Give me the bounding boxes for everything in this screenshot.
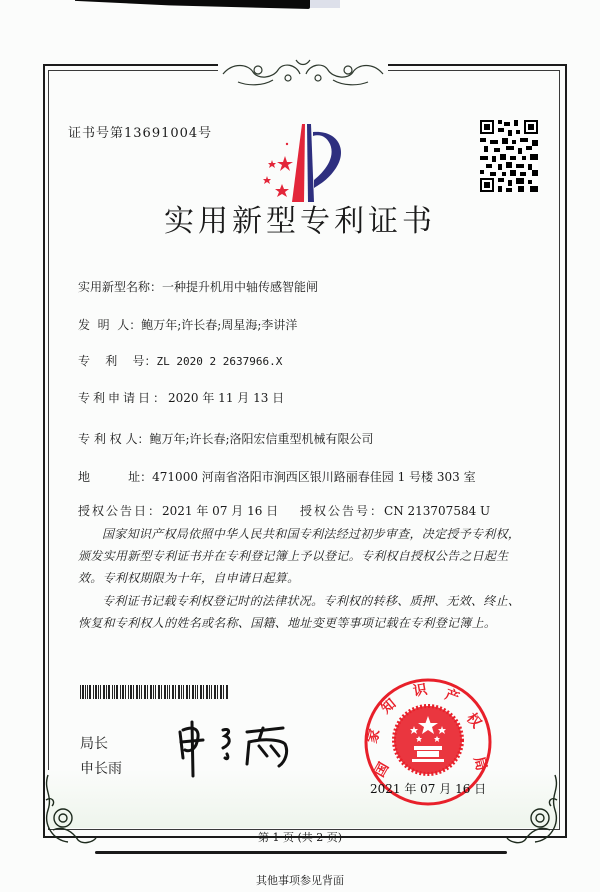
field-label: 专 利 号： <box>78 354 157 368</box>
field-value: 2021 年 07 月 16 日 <box>162 504 279 518</box>
director-title: 局长 <box>80 736 108 752</box>
field-value: 一种提升机用中轴传感智能闸 <box>162 280 319 294</box>
certificate-number: 证书号第13691004号 <box>68 126 213 141</box>
field-application-date <box>78 389 284 406</box>
svg-text:知: 知 <box>378 695 400 718</box>
svg-text:国: 国 <box>371 759 393 780</box>
grant-statement: 国家知识产权局依照中华人民共和国专利法经过初步审查，决定授予专利权，颁发实用新型专利证书并在专利登记簿上予以登记。专利权自授权公告之日起生效。专利权期限为十年，自申请日起算。 <box>78 527 521 585</box>
field-value: 鲍万年;许长春;周星海;李讲洋 <box>141 318 298 332</box>
field-utility-model-name <box>78 278 318 295</box>
field-label: 专利申请日： <box>78 391 169 405</box>
director-name: 申长雨 <box>80 761 122 777</box>
field-grant-number <box>300 502 490 519</box>
field-value: ZL 2020 2 2637966.X <box>156 355 283 368</box>
svg-text:产: 产 <box>442 686 462 707</box>
field-label: 发 明 人： <box>78 318 142 332</box>
footer-note: 其他事项参见背面 <box>256 874 344 887</box>
field-value: 鲍万年;许长春;洛阳宏信重型机械有限公司 <box>149 432 374 446</box>
seal-date: 2021 年 07 月 16 日 <box>370 782 487 796</box>
field-label: 授权公告号： <box>300 504 385 518</box>
svg-text:家: 家 <box>364 727 384 746</box>
field-label: 实用新型名称： <box>78 280 163 294</box>
field-label: 地 址： <box>78 470 153 484</box>
field-inventors <box>78 316 297 333</box>
qr-code-icon <box>480 120 538 192</box>
field-label: 专 利 权 人： <box>78 432 150 446</box>
field-value: 2020 年 11 月 13 日 <box>168 391 285 405</box>
field-address <box>78 468 476 485</box>
cnipa-logo-icon <box>258 122 348 207</box>
field-grant-date <box>78 502 278 519</box>
field-value: CN 213707584 U <box>384 504 491 518</box>
signature-icon <box>175 718 305 778</box>
svg-text:局: 局 <box>470 754 490 773</box>
top-ornament-icon <box>218 52 388 92</box>
bottom-rule <box>95 851 507 854</box>
certificate-title: 实用新型专利证书 <box>164 204 436 239</box>
field-label: 授权公告日： <box>78 504 163 518</box>
legal-status-statement: 专利证书记载专利权登记时的法律状况。专利权的转移、质押、无效、终止、恢复和专利权人的姓名或名称、国籍、地址变更等事项记载在专利登记簿上。 <box>78 594 521 630</box>
svg-text:权: 权 <box>462 710 485 732</box>
scan-edge-shadow <box>75 0 310 9</box>
page-indicator: 第 1 页 (共 2 页) <box>257 831 343 844</box>
barcode-icon <box>80 685 230 699</box>
field-patent-number <box>78 352 282 369</box>
svg-text:识: 识 <box>411 681 429 700</box>
scan-edge-artifact <box>310 0 340 8</box>
field-value: 471000 河南省洛阳市涧西区银川路丽春佳园 1 号楼 303 室 <box>152 470 476 484</box>
field-patentee <box>78 430 374 447</box>
